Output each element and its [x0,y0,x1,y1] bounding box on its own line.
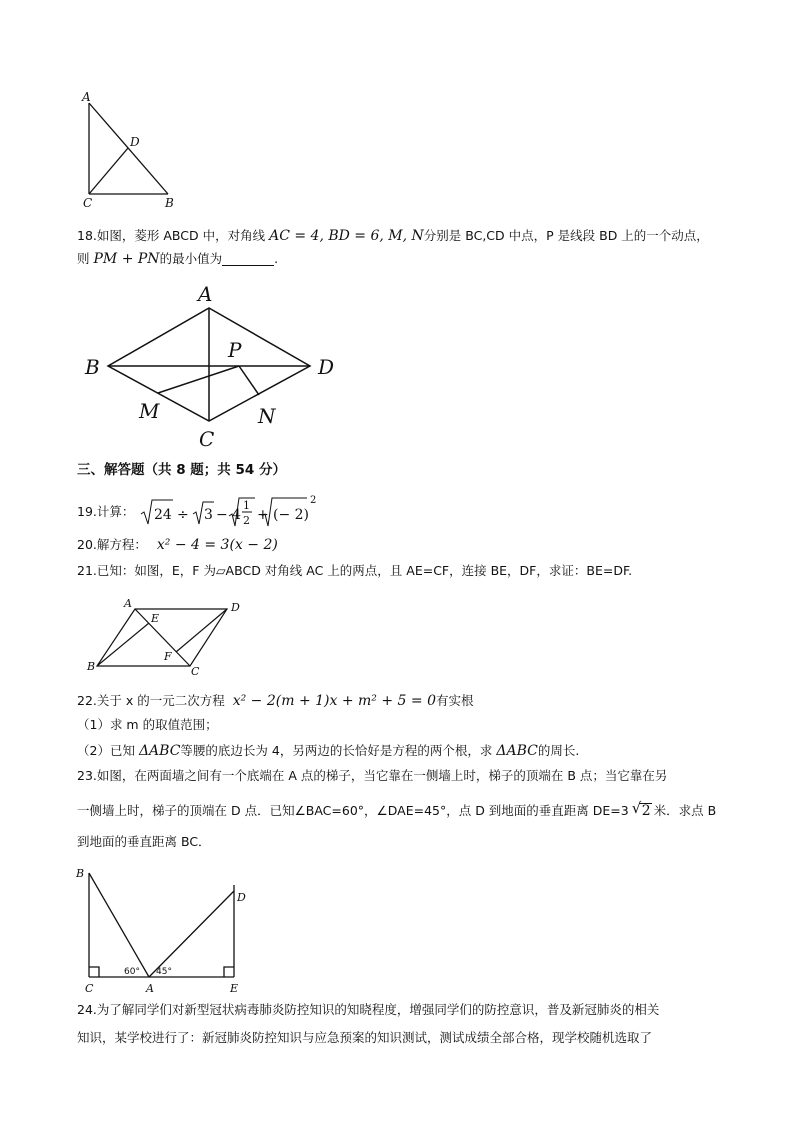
section-3-title: 三、解答题（共 8 题；共 54 分） [77,462,286,478]
question-23-line3: 到地面的垂直距离 BC． [77,834,211,849]
q18-line2-math: PM + PN [93,251,160,267]
label-a: A [198,282,213,306]
label-p: P [228,338,242,362]
q23-line2-prefix: 一侧墙上时，梯子的顶端在 D 点．已知∠BAC=60°，∠DAE=45°，点 D 到地面的垂直距离 DE=3 [77,803,629,818]
q19-prefix: 19.计算： [77,504,135,519]
q22-equation: x² − 2(m + 1)x + m² + 5 = 0 [232,693,436,709]
q20-equation: x² − 4 = 3(x − 2) [156,537,278,553]
q23-radicand: 2 [641,803,651,819]
question-24-line2: 知识，某学校进行了：新冠肺炎防控知识与应急预案的知识测试，测试成绩全部合格，现学校随机选取了 [77,1030,653,1045]
q22-p2-mid: 等腰的底边长为 4，另两边的长恰好是方程的两个根，求 [180,743,493,758]
label-b: B [76,867,85,880]
q19-exponent: 2 [310,495,317,506]
label-b: B [85,355,100,379]
question-22-part1: （1）求 m 的取值范围； [77,717,218,732]
q19-plus: + [257,507,269,523]
question-24-line1: 24.为了解同学们对新型冠状病毒肺炎防控知识的知晓程度，增强同学们的防控意识，普及新冠肺炎的相关 [77,1002,660,1017]
label-c: C [83,196,93,210]
question-21: 21.已知：如图，E，F 为▱ABCD 对角线 AC 上的两点，且 AE=CF，连接 BE，DF，求证：BE=DF. [77,563,633,578]
q22-p2-prefix: （2）已知 [77,743,135,758]
label-d: D [231,601,240,614]
angle-45: 45° [156,967,172,977]
label-c: C [191,665,200,678]
label-e: E [230,982,239,995]
q22-triangle-1: ΔABC [138,743,181,759]
label-n: N [258,404,276,428]
q18-suffix: 分别是 BC,CD 中点，P 是线段 BD 上的一个动点， [423,228,709,243]
label-a: A [82,90,91,104]
question-23-line1: 23.如图，在两面墙之间有一个底端在 A 点的梯子，当它靠在一侧墙上时，梯子的顶端在 B 点；当它靠在另 [77,768,668,783]
q19-frac-num: 1 [243,499,250,512]
q23-line2-suffix: 米．求点 B [653,803,717,818]
q18-line2-end: . [274,251,279,266]
q19-div: ÷ [177,507,189,523]
q19-radicand-neg2: (− 2) [273,507,310,523]
q19-minus-4: − 4 [216,507,242,523]
q19-frac-den: 2 [243,514,250,527]
label-c: C [85,982,94,995]
label-b: B [165,196,174,210]
label-f: F [164,650,172,663]
q22-p2-suffix: 的周长. [537,743,580,758]
label-d: D [130,135,140,149]
label-b: B [87,660,96,673]
q18-line2-prefix: 则 [77,251,90,266]
right-angle-c [89,967,99,977]
label-d: D [318,355,335,379]
label-a: A [124,597,132,610]
q22-prefix: 22.关于 x 的一元二次方程 [77,693,225,708]
label-e: E [151,612,160,625]
label-a: A [146,982,154,995]
q22-suffix: 有实根 [436,693,474,708]
angle-60: 60° [124,967,140,977]
q19-radicand-3: 3 [204,507,213,523]
q22-triangle-2: ΔABC [496,743,538,759]
label-m: M [139,399,160,423]
right-angle-e [224,967,234,977]
q20-prefix: 20.解方程： [77,537,147,552]
ladder-ad [149,891,234,977]
q19-radicand-24: 24 [154,507,172,523]
label-c: C [199,427,215,451]
q23-sqrt: √ 2 [631,799,651,819]
label-d: D [237,891,246,904]
q18-prefix: 18.如图，菱形 ABCD 中，对角线 [77,228,266,243]
ladder-ab [89,873,149,977]
q18-line2-suffix: 的最小值为 [159,251,223,266]
q18-math: AC = 4, BD = 6, M, N [269,228,424,244]
